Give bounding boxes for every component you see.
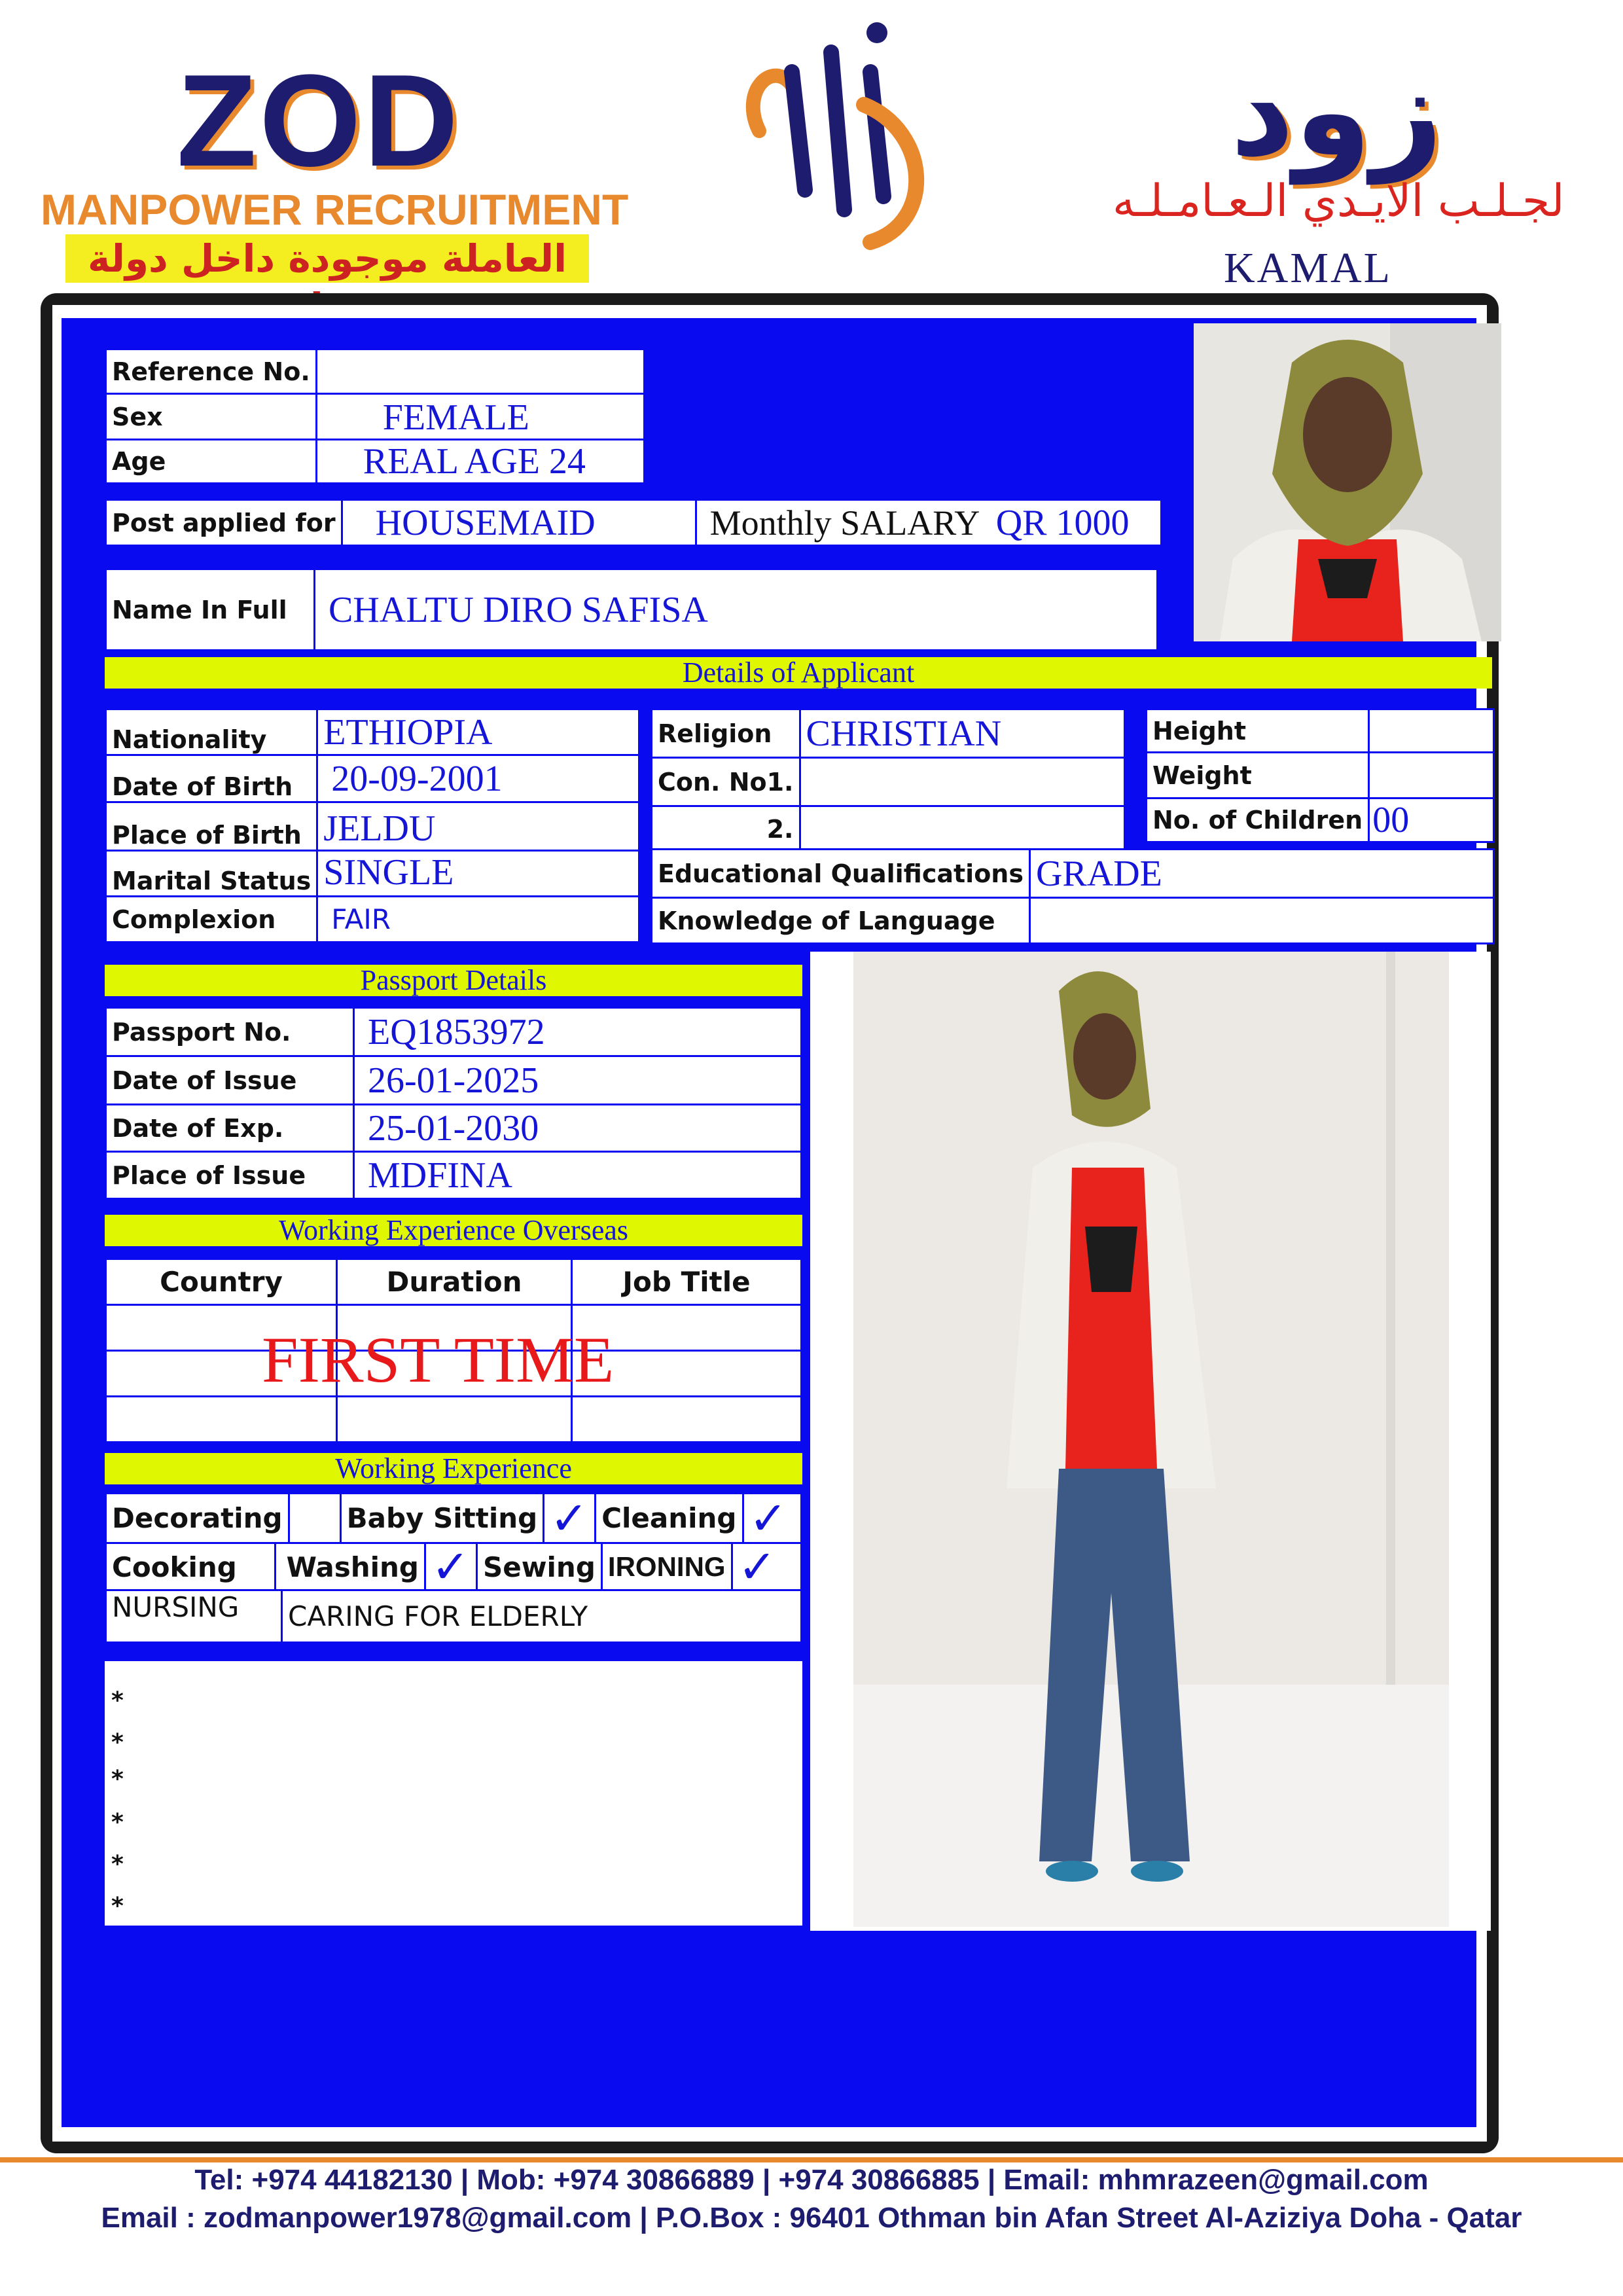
note-bullet: * (111, 1729, 124, 1756)
job-title-header: Job Title (572, 1259, 802, 1305)
country-header: Country (106, 1259, 337, 1305)
name-label: Name In Full (106, 569, 315, 651)
name-value: CHALTU DIRO SAFISA (315, 569, 1158, 651)
overseas-cell (106, 1397, 337, 1443)
note-bullet: * (111, 1893, 124, 1920)
brand-emblem-icon (733, 13, 942, 262)
complexion-label: Complexion (106, 897, 317, 942)
note-bullet: * (111, 1687, 124, 1714)
post-table (105, 499, 1162, 547)
contact2-label: 2. (652, 806, 800, 852)
agent-name: KAMAL (1224, 244, 1392, 292)
baby-sitting-check-icon: ✓ (550, 1493, 588, 1543)
washing-check-icon: ✓ (431, 1543, 470, 1591)
experience-band: Working Experience (105, 1453, 802, 1484)
cleaning-check (743, 1494, 802, 1543)
religion-label: Religion (652, 709, 800, 758)
language-label: Knowledge of Language (652, 898, 1030, 944)
note-bullet: * (111, 1766, 124, 1793)
language-value (1029, 898, 1493, 944)
pob-value: JELDU (317, 802, 639, 851)
pob-label: Place of Birth (106, 802, 317, 851)
washing-check (425, 1543, 477, 1591)
cleaning-label: Cleaning (596, 1494, 743, 1543)
cleaning-check-icon: ✓ (749, 1493, 788, 1543)
passport-band: Passport Details (105, 965, 802, 996)
applicant-left-table (105, 708, 640, 943)
contact1-label: Con. No1. (652, 758, 800, 806)
age-label: Age (106, 440, 317, 484)
education-value: GRADE (1029, 850, 1493, 898)
marital-value: SINGLE (317, 851, 639, 897)
ironing-label: IRONING (601, 1543, 732, 1591)
passport-table (105, 1007, 802, 1200)
details-band: Details of Applicant (105, 657, 1492, 689)
footer-address-line: Email : zodmanpower1978@gmail.com | P.O.Box : 96401 Othman bin Afan Street Al-Aziziya Doha - Qatar (101, 2202, 1522, 2234)
full-body-image (810, 952, 1491, 1931)
weight-value (1369, 753, 1494, 798)
washing-label: Washing (276, 1543, 425, 1591)
note-bullet: * (111, 1851, 124, 1878)
age-value: REAL AGE 24 (316, 440, 644, 484)
children-label: No. of Children (1147, 798, 1369, 842)
nationality-value: ETHIOPIA (317, 709, 639, 755)
decorating-label: Decorating (106, 1494, 289, 1543)
salary-label: Monthly SALARY (709, 503, 980, 543)
issue-date-label: Date of Issue (106, 1056, 354, 1105)
ref-label: Reference No. (106, 350, 317, 394)
name-table (105, 568, 1158, 651)
footer-divider (0, 2157, 1623, 2162)
height-label: Height (1147, 709, 1369, 753)
note-bullet: * (111, 1809, 124, 1836)
arabic-subtitle: لجـلـب الايـدي الـعـامـلـه (1113, 175, 1565, 227)
children-value: 00 (1369, 798, 1494, 842)
ironing-check-icon: ✓ (738, 1543, 777, 1591)
elderly-label: CARING FOR ELDERLY (282, 1590, 802, 1643)
issue-place-label: Place of Issue (106, 1152, 354, 1199)
marital-label: Marital Status (106, 851, 317, 897)
dob-value: 20-09-2001 (317, 755, 639, 802)
passport-no-value: EQ1853972 (354, 1008, 802, 1056)
contact2-value (800, 806, 1125, 852)
skills-table-3 (105, 1589, 802, 1643)
first-time-stamp: FIRST TIME (262, 1323, 615, 1396)
weight-label: Weight (1147, 753, 1369, 798)
skills-table (105, 1492, 802, 1544)
post-label: Post applied for (106, 500, 342, 546)
salary-value: QR 1000 (995, 502, 1130, 543)
complexion-value: FAIR (317, 897, 639, 942)
physical-table (1145, 708, 1495, 843)
nursing-label: NURSING (106, 1590, 282, 1643)
reference-table (105, 348, 645, 484)
portrait-image (1194, 323, 1501, 641)
arabic-tagline: العاملة موجودة داخل دولة (65, 234, 589, 283)
salary-cell (696, 500, 1161, 546)
cooking-label: Cooking (106, 1543, 276, 1591)
overseas-cell (572, 1397, 802, 1443)
decorating-check (289, 1494, 340, 1543)
baby-sitting-check (544, 1494, 596, 1543)
religion-table (651, 708, 1126, 853)
brand-logo-text: ZOD (177, 48, 461, 194)
brand-subtitle: MANPOWER RECRUITMENT (41, 185, 629, 234)
height-value (1369, 709, 1494, 753)
ref-value (316, 350, 644, 394)
exp-date-value: 25-01-2030 (354, 1105, 802, 1152)
passport-no-label: Passport No. (106, 1008, 354, 1056)
ironing-check (732, 1543, 801, 1591)
education-label: Educational Qualifications (652, 850, 1030, 898)
full-body-photo (810, 952, 1491, 1931)
overseas-cell (337, 1397, 572, 1443)
skills-table-2 (105, 1542, 802, 1592)
education-table (651, 848, 1495, 944)
notes-box (105, 1661, 802, 1926)
overseas-band: Working Experience Overseas (105, 1215, 802, 1246)
contact1-value (800, 758, 1125, 806)
sex-label: Sex (106, 394, 317, 440)
sewing-label: Sewing (477, 1543, 602, 1591)
post-value: HOUSEMAID (342, 500, 696, 546)
exp-date-label: Date of Exp. (106, 1105, 354, 1152)
portrait-photo (1194, 323, 1501, 641)
baby-sitting-label: Baby Sitting (340, 1494, 544, 1543)
religion-value: CHRISTIAN (800, 709, 1125, 758)
sex-value: FEMALE (316, 394, 644, 440)
nationality-label: Nationality (106, 709, 317, 755)
dob-label: Date of Birth (106, 755, 317, 802)
issue-place-value: MDFINA (354, 1152, 802, 1199)
duration-header: Duration (337, 1259, 572, 1305)
issue-date-value: 26-01-2025 (354, 1056, 802, 1105)
footer-contact-line: Tel: +974 44182130 | Mob: +974 30866889 | +974 30866885 | Email: mhmrazeen@gmail.com (194, 2164, 1429, 2196)
arabic-brand: زود (1230, 39, 1443, 184)
